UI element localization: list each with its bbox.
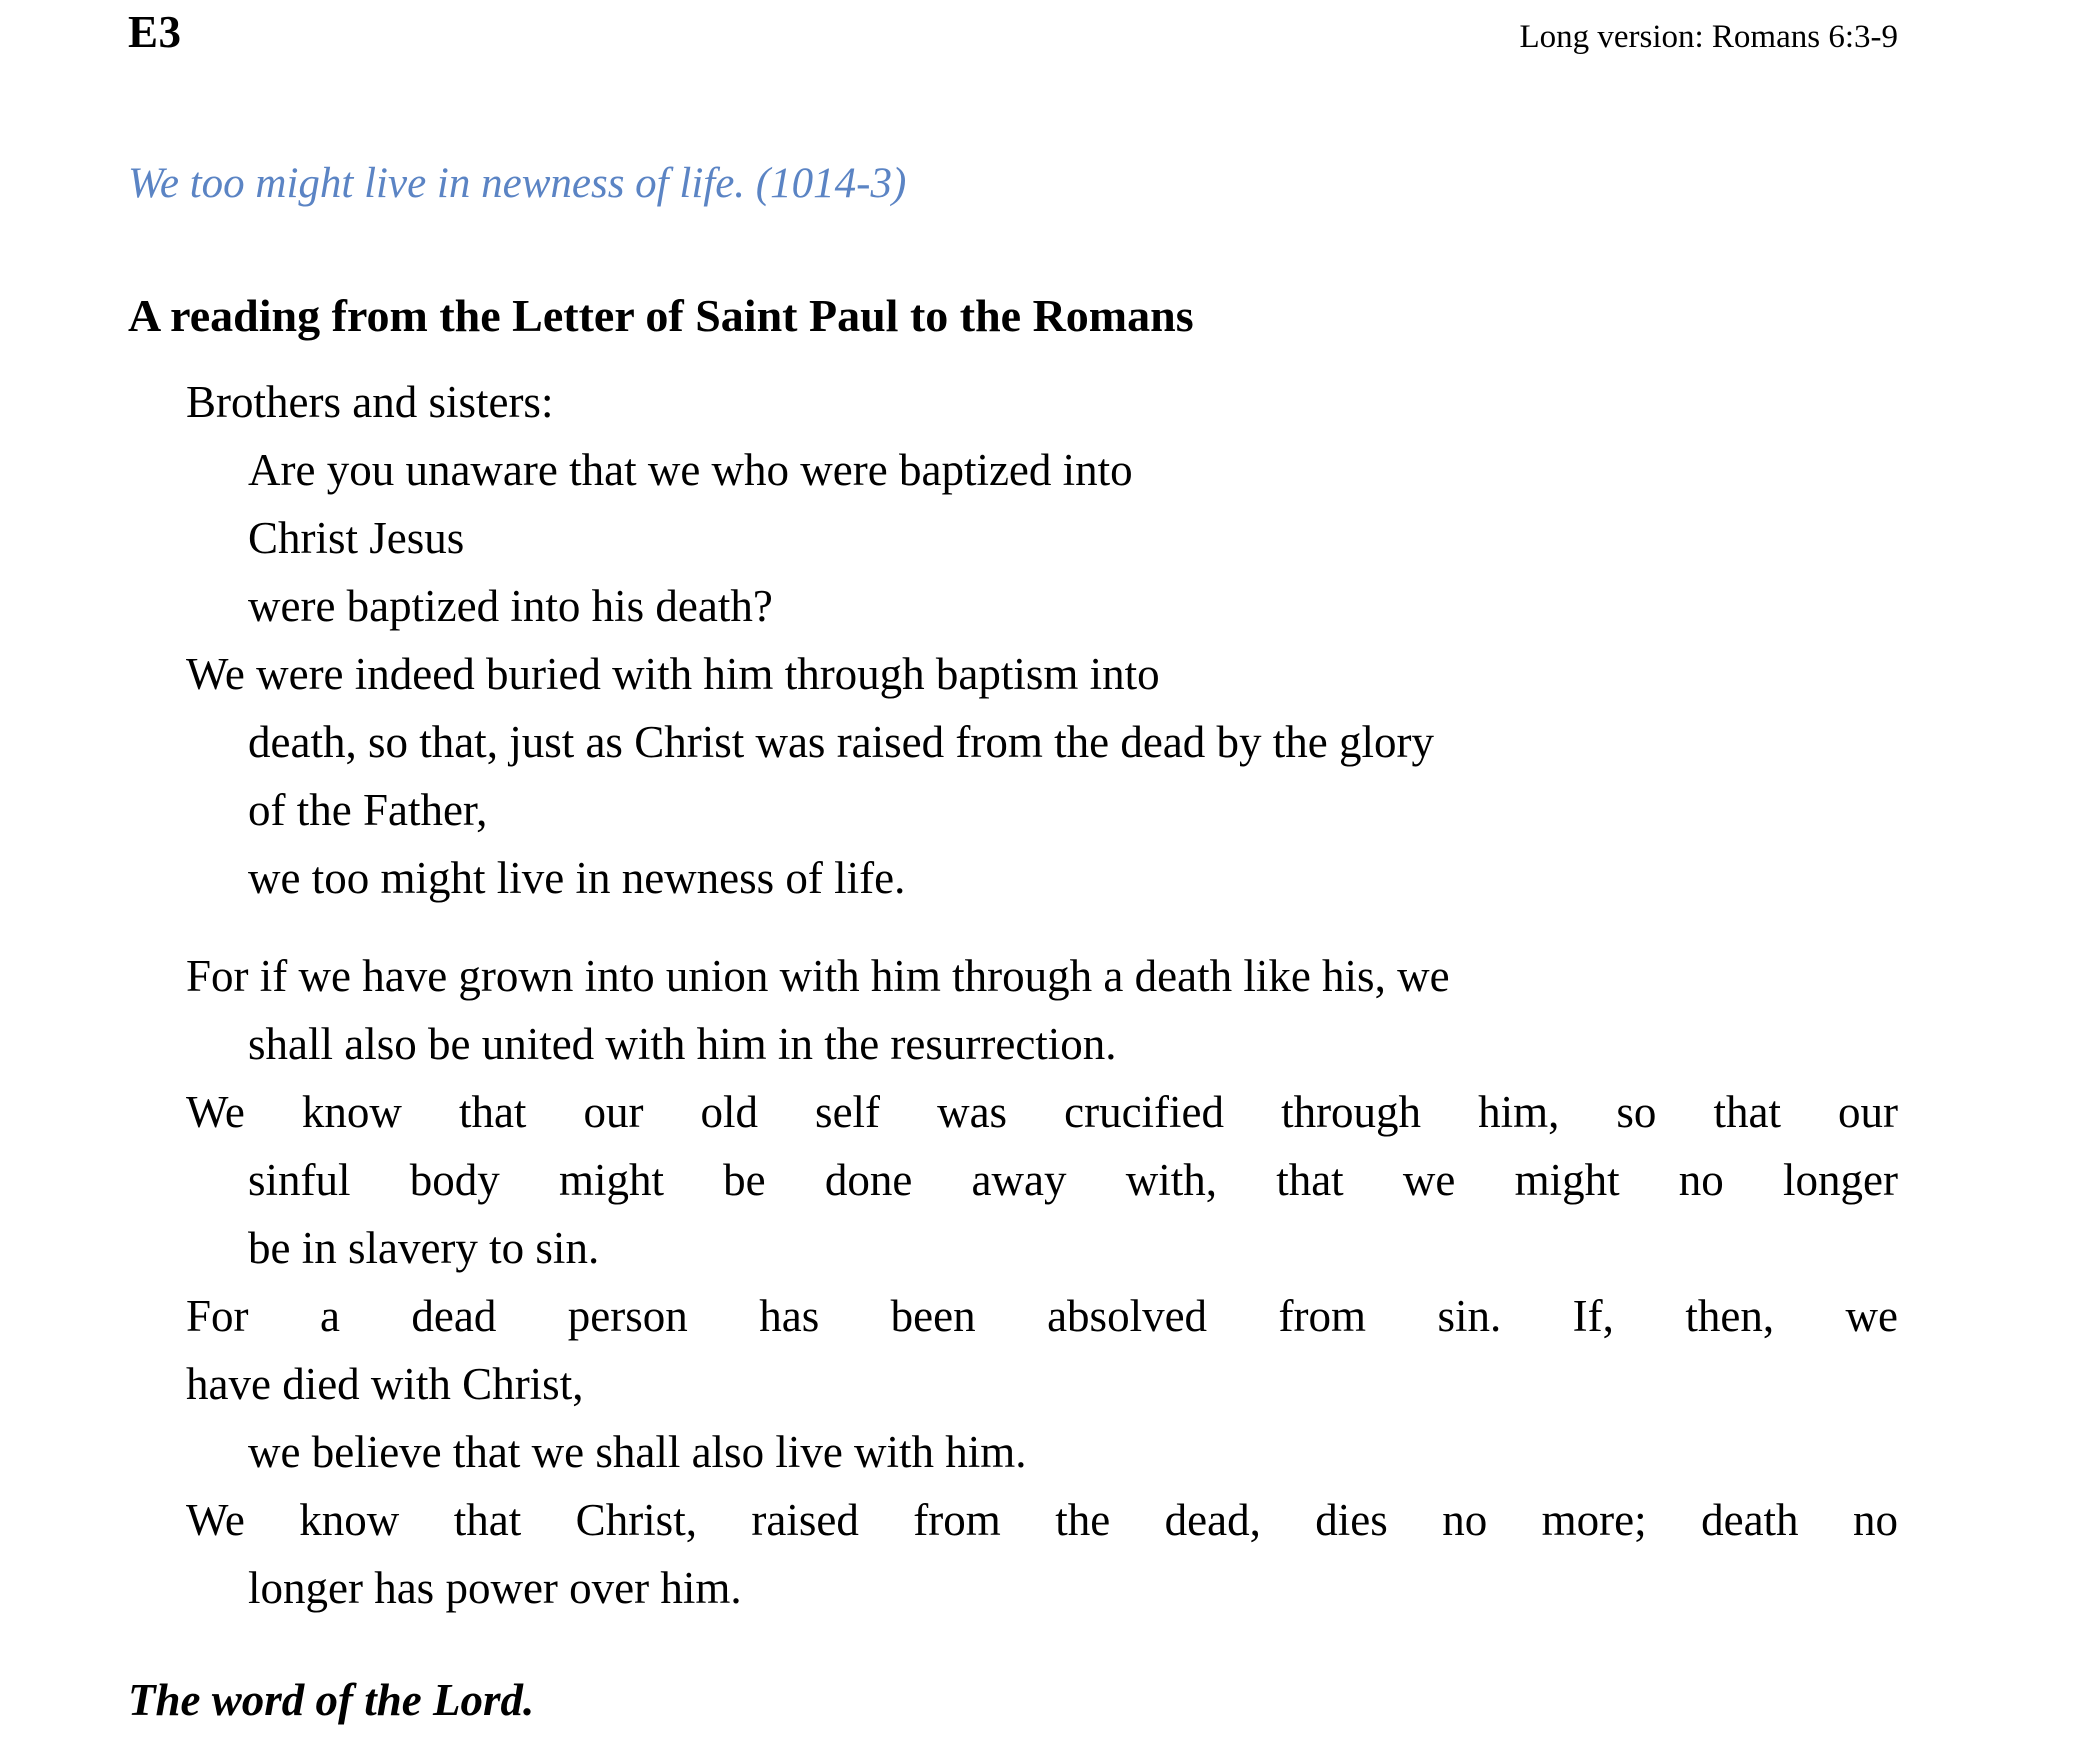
- reading-line: we too might live in newness of life.: [248, 853, 906, 903]
- reading-line: be in slavery to sin.: [248, 1223, 600, 1273]
- reading-line: Are you unaware that we who were baptized into: [248, 445, 1133, 495]
- reading-line: For a dead person has been absolved from sin. If, then, we: [186, 1291, 1898, 1341]
- page-header: [128, 7, 1898, 80]
- closing-acclamation: The word of the Lord.: [128, 1675, 535, 1725]
- reading-line: We know that our old self was crucified through him, so that our: [186, 1087, 1898, 1137]
- reading-line: were baptized into his death?: [248, 581, 773, 631]
- reading-line: Christ Jesus: [248, 513, 465, 563]
- antiphon-line: We too might live in newness of life. (1014-3): [128, 160, 907, 207]
- page-code: E3: [128, 7, 182, 57]
- reading-line: death, so that, just as Christ was raised from the dead by the glory: [248, 717, 1434, 767]
- paragraph-spacer: [128, 912, 1898, 942]
- reading-line: We were indeed buried with him through baptism into: [186, 649, 1160, 699]
- reading-line: of the Father,: [248, 785, 488, 835]
- reading-line: sinful body might be done away with, that we might no longer: [248, 1155, 1898, 1205]
- reading-heading: A reading from the Letter of Saint Paul to the Romans: [128, 290, 1194, 341]
- reading-line: Brothers and sisters:: [186, 377, 554, 427]
- reading-line: longer has power over him.: [248, 1563, 742, 1613]
- reading-line: We know that Christ, raised from the dead, dies no more; death no: [186, 1495, 1898, 1545]
- reading-line: shall also be united with him in the resurrection.: [248, 1019, 1117, 1069]
- reading-line: have died with Christ,: [186, 1359, 584, 1409]
- reading-line: we believe that we shall also live with him.: [248, 1427, 1027, 1477]
- reading-body: [128, 368, 1898, 1622]
- reading-reference-note: Long version: Romans 6:3-9: [1519, 19, 1898, 55]
- reading-line: For if we have grown into union with him through a death like his, we: [186, 951, 1450, 1001]
